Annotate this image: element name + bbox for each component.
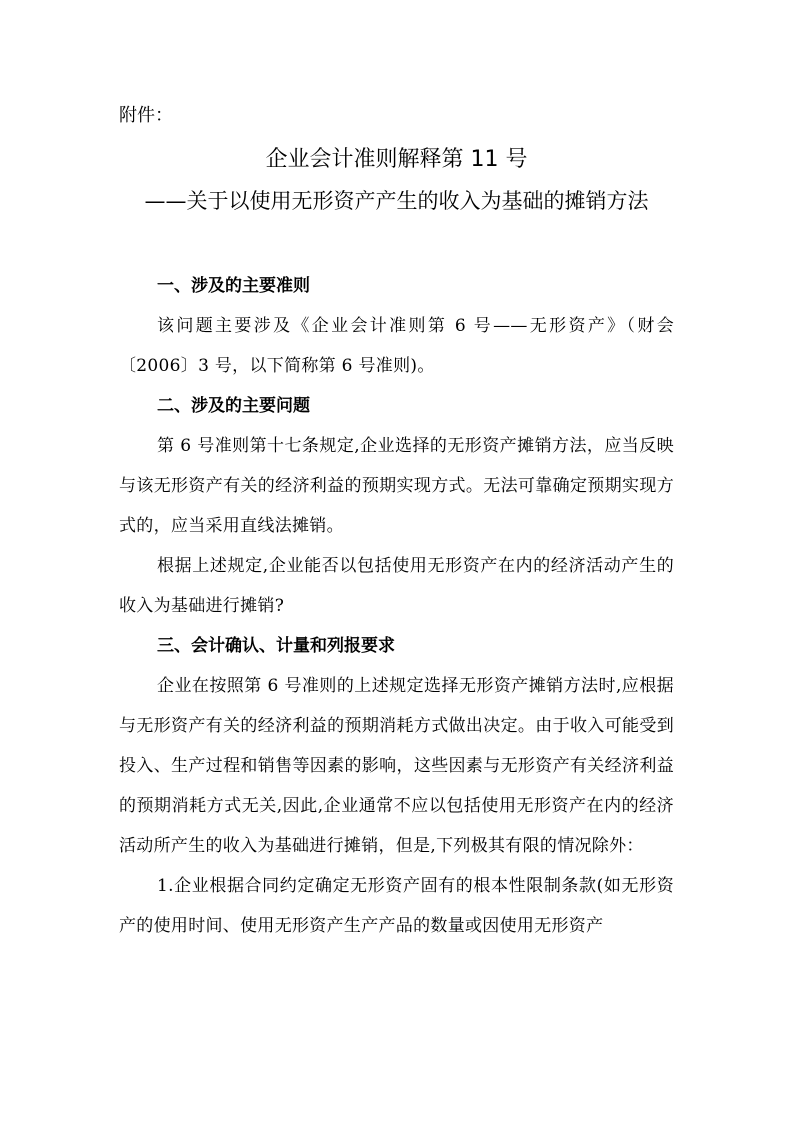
attachment-label: 附件： (119, 105, 173, 126)
document-subtitle: ——关于以使用无形资产产生的收入为基础的摊销方法 (144, 189, 649, 213)
section-heading: 二、涉及的主要问题 (157, 396, 310, 416)
body-paragraph: 该问题主要涉及《企业会计准则第 6 号——无形资产》（财会〔2006〕3 号，以下简称第 6 号准则)。 (119, 316, 674, 376)
section-3 (119, 626, 674, 946)
body-paragraph: 第 6 号准则第十七条规定,企业选择的无形资产摊销方法，应当反映与该无形资产有关的经济利益的预期实现方式。无法可靠确定预期实现方式的，应当采用直线法摊销。 (119, 436, 674, 536)
section-2 (119, 386, 674, 626)
section-1 (119, 266, 674, 386)
body-paragraph: 1.企业根据合同约定确定无形资产固有的根本性限制条款(如无形资产的使用时间、使用无形资产生产产品的数量或因使用无形资产 (119, 876, 674, 936)
body-paragraph: 企业在按照第 6 号准则的上述规定选择无形资产摊销方法时,应根据与无形资产有关的经济利益的预期消耗方式做出决定。由于收入可能受到投入、生产过程和销售等因素的影响，这些因素与无形资产有关经济利益的预期消耗方式无关,因此,企业通常不应以包括使用无形资产在内的经济活动所产生的收入为基础进行摊销，但是,下列极其有限的情况除外： (119, 676, 674, 856)
section-heading: 三、会计确认、计量和列报要求 (157, 636, 395, 656)
body-paragraph: 根据上述规定,企业能否以包括使用无形资产在内的经济活动产生的收入为基础进行摊销? (119, 556, 674, 616)
document-body (119, 266, 674, 946)
section-heading: 一、涉及的主要准则 (157, 276, 310, 296)
document-title: 企业会计准则解释第 11 号 (265, 147, 528, 172)
